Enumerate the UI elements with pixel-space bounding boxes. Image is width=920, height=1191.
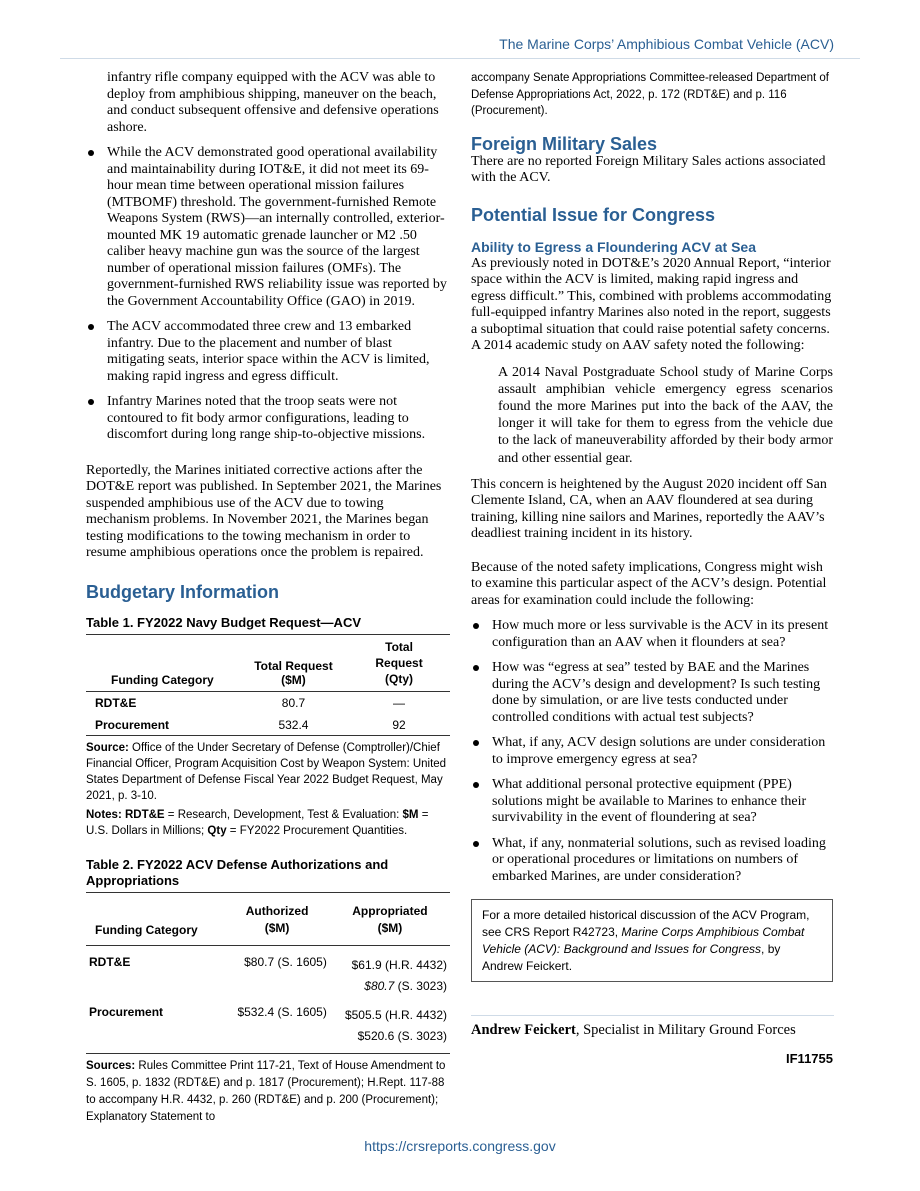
table1-header-category: Funding Category xyxy=(111,672,214,687)
table2-sources-continuation: accompany Senate Appropriations Committee-released Department of Defense Appropriations Act, 2022, p. 172 (RDT&E) and p. 116 (Procurement). xyxy=(471,72,829,117)
table2-header-appropriated: Appropriated ($M) xyxy=(352,903,428,935)
list-item: How was “egress at sea” tested by BAE and the Marines during the ACV’s design and development? Is such testing done by simulation, or are live tests conducted under controlled conditions with actual test subjects? xyxy=(492,660,821,725)
table1-cell-qty: 92 xyxy=(392,717,406,732)
ioe-findings-list xyxy=(86,145,450,444)
issue-heading: Potential Issue for Congress xyxy=(471,204,716,225)
table1-source: Source: Office of the Under Secretary of Defense (Comptroller)/Chief Financial Officer, Program Acquisition Cost by Weapon System: United States Department of Defense Fiscal Year 2022 Budget Request, May 2021, p. 3-10. xyxy=(86,741,447,802)
author-name: Andrew Feickert xyxy=(471,1022,576,1039)
questions-list xyxy=(471,618,833,885)
table1-cell-category: Procurement xyxy=(95,717,170,732)
header-divider xyxy=(60,58,860,59)
list-item: While the ACV demonstrated good operational availability and maintainability during IOT&E, it did not meet its 69-hour mean time between operational mission failures (MTBOMF) threshold. The government-furnished Remote Weapons System (RWS)—an internally controlled, exterior-mounted MK 19 automatic grenade launcher or M2 .50 caliber heavy machine gun was the source of the largest number of operational mission failures (OMFs). The government-furnished RWS reliability issue was reported by the Government Accountability Office (GAO) in 2019. xyxy=(107,145,447,309)
related-report-callout: For a more detailed historical discussion of the ACV Program, see CRS Report R42723, Marine Corps Amphibious Combat Vehicle (ACV): Background and Issues for Congress, by Andrew Feickert. xyxy=(471,899,833,982)
concern-paragraph: This concern is heightened by the August 2020 incident off San Clemente Island, CA, when an AAV floundered at sea during training, killing nine sailors and Marines, reportedly the AAV’s deadliest training incident in its history. xyxy=(471,476,827,542)
table2-header-authorized: Authorized ($M) xyxy=(245,903,309,935)
table2-header-category: Funding Category xyxy=(95,922,198,937)
issue-paragraph: As previously noted in DOT&E’s 2020 Annual Report, “interior space within the ACV is limited, making rapid ingress and egress difficult.” This, combined with problems accommodating full-equipped infantry Marines also noted in the report, suggests a suboptimal situation that could raise potential safety concerns. A 2014 academic study on AAV safety noted the following: xyxy=(471,255,832,353)
reportedly-paragraph: Reportedly, the Marines initiated corrective actions after the DOT&E report was published. In September 2021, the Marines suspended amphibious use of the ACV due to towing mechanism problems. In November 2021, the Marines began testing modifications to the towing mechanism in order to resume amphibious operations once the problem is repaired. xyxy=(86,462,442,560)
table1-notes: Notes: RDT&E = Research, Development, Test & Evaluation: $M = U.S. Dollars in Millions; Qty = FY2022 Procurement Quantities. xyxy=(86,808,429,837)
table1-cell-category: RDT&E xyxy=(95,695,137,710)
left-column xyxy=(86,70,450,1126)
fms-paragraph: There are no reported Foreign Military Sales actions associated with the ACV. xyxy=(471,153,826,185)
list-item: What, if any, nonmaterial solutions, such as revised loading or operational procedures or limitations on numbers of embarked Marines, are under consideration? xyxy=(492,835,826,884)
right-column xyxy=(471,70,833,1066)
study-quote: A 2014 Naval Postgraduate School study of Marine Corps assault amphibian vehicle emergency egress scenarios found the more Marines put into the back of the AAV, the longer it will take for them to egress from the vehicle due to the lack of maneuverability afforded by their body armor and other essential gear. xyxy=(498,364,833,466)
table2-cell-category: RDT&E xyxy=(89,954,131,969)
table2-cell-appropriated: $505.5 (H.R. 4432) $520.6 (S. 3023) xyxy=(344,1007,447,1043)
header-title: The Marine Corps’ Amphibious Combat Vehicle (ACV) xyxy=(499,36,834,52)
list-item: The ACV accommodated three crew and 13 embarked infantry. Due to the placement and number of blast mitigating seats, interior space within the ACV is limited, making rapid ingress and egress difficult. xyxy=(107,319,430,384)
intro-continuation: infantry rifle company equipped with the ACV was able to deploy from amphibious shipping, maneuver on the beach, and conduct subsequent offensive and defensive operations ashore. xyxy=(107,70,439,135)
table2-title: Table 2. FY2022 ACV Defense Authorizations and Appropriations xyxy=(86,856,389,888)
table2-cell-authorized: $80.7 (S. 1605) xyxy=(244,954,327,969)
table-row xyxy=(86,1001,450,1054)
list-item: How much more or less survivable is the ACV in its present configuration than an AAV when it flounders at sea? xyxy=(492,618,829,650)
table-row xyxy=(86,945,450,1001)
author-line: Andrew Feickert, Specialist in Military Ground Forces xyxy=(471,1022,796,1039)
list-item: What, if any, ACV design solutions are under consideration to improve emergency egress at sea? xyxy=(492,735,826,767)
budget-heading: Budgetary Information xyxy=(86,581,280,602)
list-item: Infantry Marines noted that the troop seats were not contoured to fit body armor configurations, leading to discomfort during long range ship-to-objective missions. xyxy=(107,394,426,442)
table2-sources: Sources: Rules Committee Print 117-21, Text of House Amendment to S. 1605, p. 1832 (RDT&E) and p. 1817 (Procurement); H.Rept. 117-88 to accompany H.R. 4432, p. 260 (RDT&E) and p. 200 (Procurement); Explanatory Statement to xyxy=(86,1059,446,1123)
footer-url[interactable]: https://crsreports.congress.gov xyxy=(364,1138,556,1154)
table1-title: Table 1. FY2022 Navy Budget Request—ACV xyxy=(86,614,362,630)
table1-cell-request: 532.4 xyxy=(278,717,309,732)
fms-heading: Foreign Military Sales xyxy=(471,133,658,154)
table2-cell-appropriated: $61.9 (H.R. 4432) $80.7 (S. 3023) xyxy=(351,957,447,993)
report-title: Marine Corps Amphibious Combat Vehicle (ACV): Background and Issues for Congress xyxy=(482,925,805,957)
list-item: What additional personal protective equipment (PPE) solutions might be available to Marines to enhance their survivability in the event of floundering at sea? xyxy=(492,777,807,826)
table1 xyxy=(86,634,450,736)
document-id: IF11755 xyxy=(786,1050,833,1066)
table1-cell-request: 80.7 xyxy=(281,695,306,710)
table2 xyxy=(86,892,450,1054)
because-paragraph: Because of the noted safety implications, Congress might wish to examine this particular aspect of the ACV’s design. Potential areas for examination could include the following: xyxy=(471,559,827,608)
egress-subheading: Ability to Egress a Floundering ACV at Sea xyxy=(471,238,756,255)
table2-cell-authorized: $532.4 (S. 1605) xyxy=(237,1004,327,1019)
table1-header-qty: Total Request (Qty) xyxy=(375,639,423,686)
table2-cell-category: Procurement xyxy=(89,1004,164,1019)
table1-header-request: Total Request ($M) xyxy=(254,658,333,687)
author-divider xyxy=(471,1015,834,1016)
table1-cell-qty: — xyxy=(393,695,406,710)
